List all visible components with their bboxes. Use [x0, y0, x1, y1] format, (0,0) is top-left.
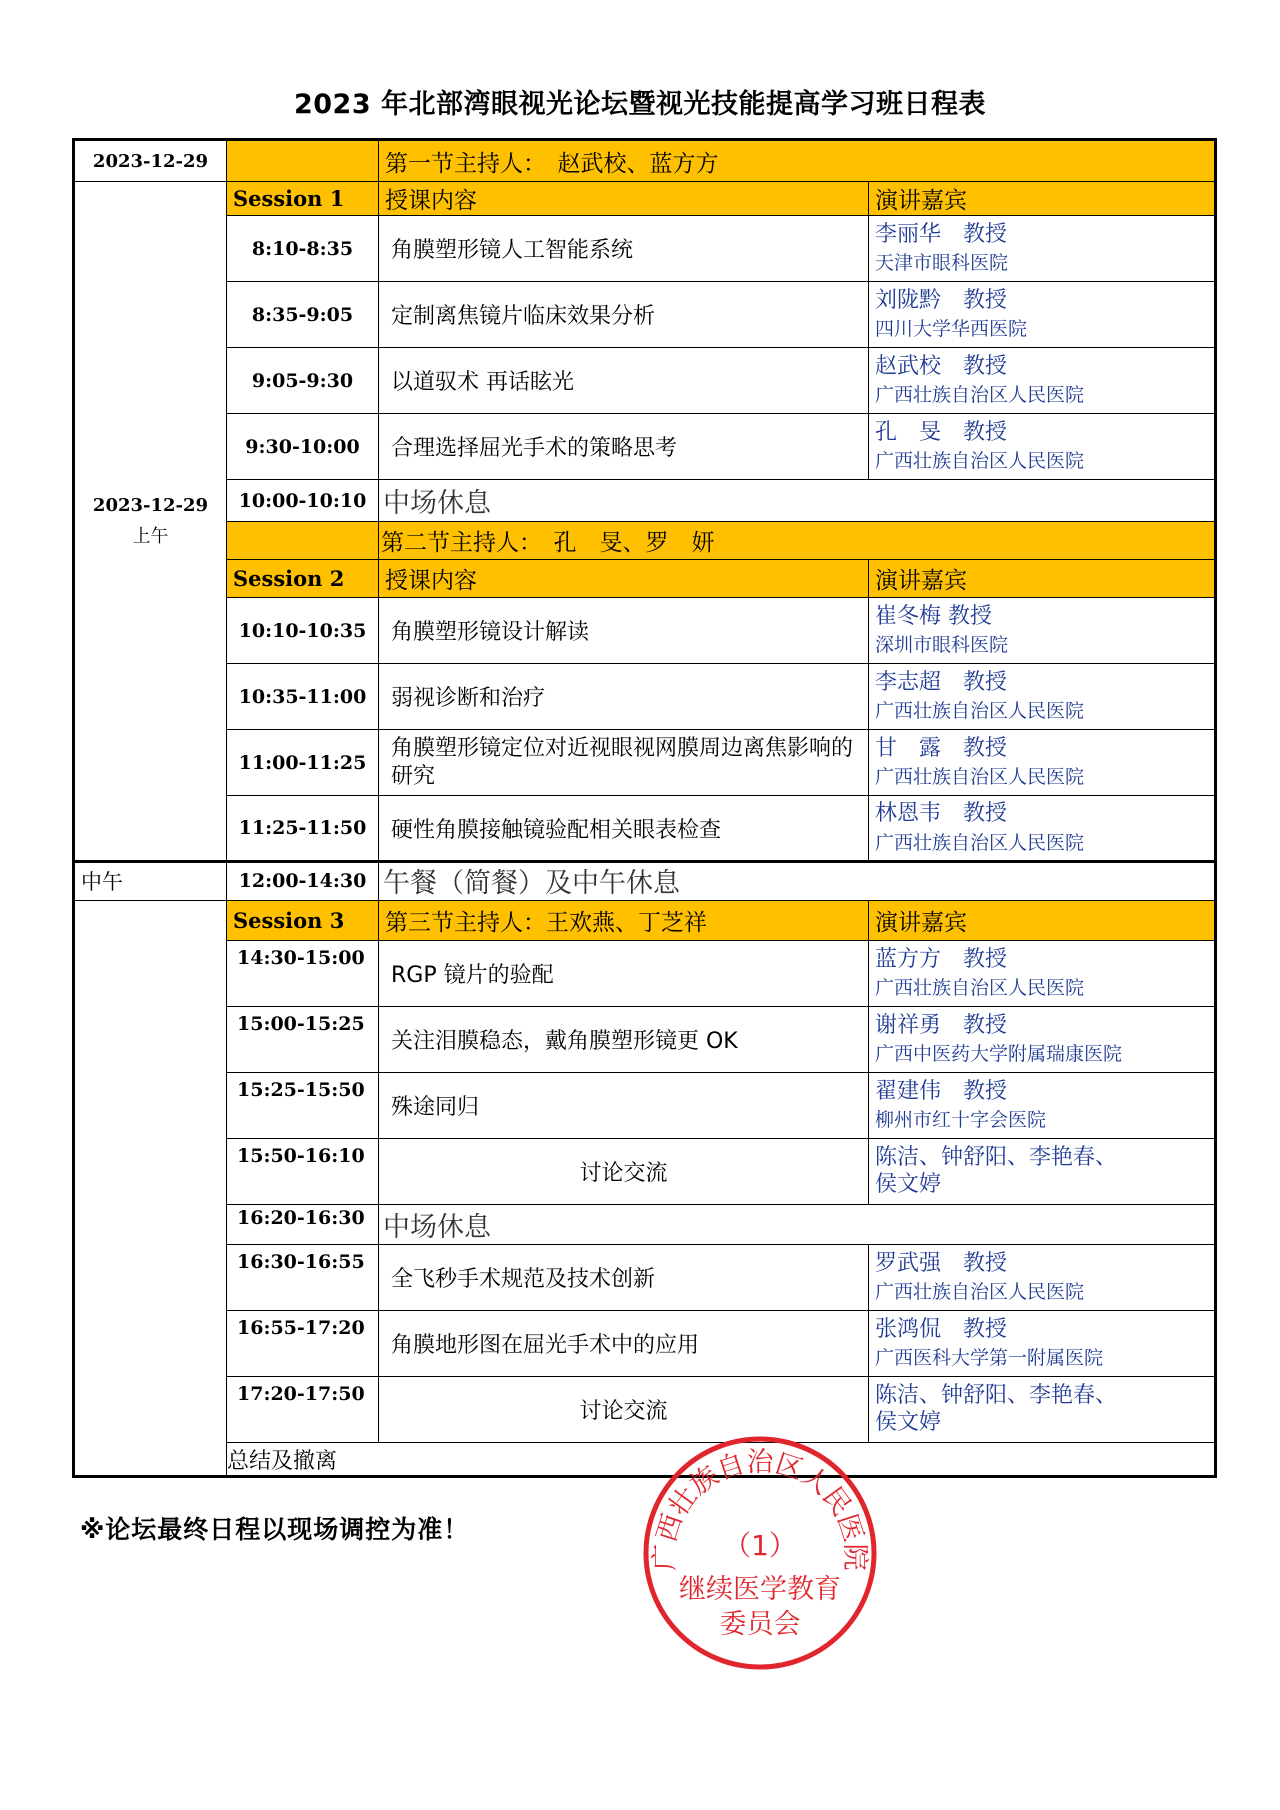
seal-line1: 继续医学教育 — [679, 1574, 841, 1605]
time-cell: 15:00-15:25 — [227, 1007, 379, 1073]
speaker-name: 赵武校 教授 — [875, 353, 1008, 379]
table-row — [74, 1007, 1216, 1073]
time-cell: 9:05-9:30 — [227, 348, 379, 414]
speaker-name: 李丽华 教授 — [875, 221, 1008, 247]
speaker-name: 孔 旻 教授 — [875, 419, 1008, 445]
closing-text: 总结及撤离 — [227, 1443, 1216, 1477]
session2-speaker-header: 演讲嘉宾 — [869, 560, 1216, 598]
break-time: 16:20-16:30 — [227, 1205, 379, 1245]
speaker-name: 蓝方方 教授 — [875, 946, 1008, 972]
table-row — [74, 1139, 1216, 1205]
header-blank — [227, 140, 379, 182]
speaker-hospital: 广西壮族自治区人民医院 — [875, 700, 1085, 723]
time-cell: 8:35-9:05 — [227, 282, 379, 348]
speaker-name-2: 侯文婷 — [875, 1171, 942, 1197]
table-row — [74, 216, 1216, 282]
morning-date: 2023-12-29 — [92, 494, 209, 516]
table-row — [74, 414, 1216, 480]
topic-cell: 关注泪膜稳态，戴角膜塑形镜更 OK — [379, 1007, 869, 1073]
afternoon-blank-cell — [74, 901, 227, 1477]
speaker-cell — [869, 664, 1216, 730]
table-row — [74, 282, 1216, 348]
break-text: 中场休息 — [379, 1205, 1216, 1245]
seal-line2: 委员会 — [719, 1609, 801, 1640]
speaker-cell — [869, 414, 1216, 480]
time-cell: 11:00-11:25 — [227, 730, 379, 796]
session2-host-row — [74, 522, 1216, 560]
host2-blank — [227, 522, 379, 560]
speaker-hospital: 广西壮族自治区人民医院 — [875, 977, 1085, 1000]
topic-cell: 弱视诊断和治疗 — [379, 664, 869, 730]
topic-cell: 讨论交流 — [379, 1377, 869, 1443]
session3-header-row — [74, 901, 1216, 941]
speaker-cell — [869, 348, 1216, 414]
table-row — [74, 1245, 1216, 1311]
speaker-name: 甘 露 教授 — [875, 735, 1008, 761]
hospital-seal — [640, 1433, 880, 1673]
session1-label: Session 1 — [227, 182, 379, 216]
speaker-name: 刘陇黔 教授 — [875, 287, 1008, 313]
table-row — [74, 664, 1216, 730]
seal-number: （1） — [723, 1529, 797, 1562]
table-row — [74, 1311, 1216, 1377]
session2-host: 第二节主持人： 孔 旻、罗 妍 — [379, 522, 1216, 560]
speaker-cell — [869, 1311, 1216, 1377]
speaker-cell — [869, 796, 1216, 862]
topic-cell: 角膜塑形镜定位对近视眼视网膜周边离焦影响的研究 — [379, 730, 869, 796]
noon-text: 午餐（简餐）及中午休息 — [379, 861, 1216, 901]
speaker-cell — [869, 1245, 1216, 1311]
break-row — [74, 480, 1216, 522]
topic-cell: 角膜塑形镜设计解读 — [379, 598, 869, 664]
speaker-name: 陈洁、钟舒阳、李艳春、 — [875, 1145, 1118, 1171]
morning-date-cell — [74, 182, 227, 862]
speaker-hospital: 广西壮族自治区人民医院 — [875, 831, 1085, 854]
time-cell: 11:25-11:50 — [227, 796, 379, 862]
time-cell: 10:10-10:35 — [227, 598, 379, 664]
session3-label: Session 3 — [227, 901, 379, 941]
header-row — [74, 140, 1216, 182]
session1-speaker-header: 演讲嘉宾 — [869, 182, 1216, 216]
page-title: 2023 年北部湾眼视光论坛暨视光技能提高学习班日程表 — [293, 89, 987, 120]
speaker-hospital: 柳州市红十字会医院 — [875, 1109, 1047, 1132]
speaker-hospital: 广西壮族自治区人民医院 — [875, 1281, 1085, 1304]
speaker-hospital: 广西壮族自治区人民医院 — [875, 766, 1085, 789]
table-row — [74, 348, 1216, 414]
session3-host: 第三节主持人：王欢燕、丁芝祥 — [379, 901, 869, 941]
table-row — [74, 598, 1216, 664]
topic-cell: 合理选择屈光手术的策略思考 — [379, 414, 869, 480]
topic-cell: 以道驭术 再话眩光 — [379, 348, 869, 414]
table-row — [74, 730, 1216, 796]
speaker-hospital: 广西医科大学第一附属医院 — [875, 1347, 1104, 1370]
speaker-cell — [869, 598, 1216, 664]
time-cell: 16:55-17:20 — [227, 1311, 379, 1377]
session1-header-row — [74, 182, 1216, 216]
noon-label: 中午 — [74, 861, 227, 901]
speaker-hospital: 深圳市眼科医院 — [875, 634, 1009, 657]
break-time: 10:00-10:10 — [227, 480, 379, 522]
speaker-name: 谢祥勇 教授 — [875, 1012, 1008, 1038]
topic-cell: 讨论交流 — [379, 1139, 869, 1205]
speaker-name: 陈洁、钟舒阳、李艳春、 — [875, 1383, 1118, 1409]
session2-label: Session 2 — [227, 560, 379, 598]
schedule-table — [72, 138, 1217, 863]
topic-cell: 全飞秒手术规范及技术创新 — [379, 1245, 869, 1311]
speaker-cell — [869, 216, 1216, 282]
seal-arc-text: 广西壮族自治区人民医院 — [649, 1447, 871, 1571]
time-cell: 9:30-10:00 — [227, 414, 379, 480]
speaker-cell — [869, 730, 1216, 796]
time-cell: 15:25-15:50 — [227, 1073, 379, 1139]
speaker-cell — [869, 282, 1216, 348]
table-row — [74, 796, 1216, 862]
table-row — [74, 1073, 1216, 1139]
speaker-hospital: 四川大学华西医院 — [875, 318, 1028, 341]
speaker-hospital: 广西壮族自治区人民医院 — [875, 450, 1085, 473]
speaker-cell — [869, 941, 1216, 1007]
speaker-name: 林恩韦 教授 — [875, 801, 1008, 827]
speaker-hospital: 天津市眼科医院 — [875, 252, 1009, 275]
session2-content-header: 授课内容 — [379, 560, 869, 598]
session2-header-row — [74, 560, 1216, 598]
break-row — [74, 1205, 1216, 1245]
header-date: 2023-12-29 — [74, 140, 227, 182]
speaker-name: 罗武强 教授 — [875, 1250, 1008, 1276]
speaker-cell — [869, 1139, 1216, 1205]
speaker-hospital: 广西中医药大学附属瑞康医院 — [875, 1043, 1123, 1066]
session1-content-header: 授课内容 — [379, 182, 869, 216]
time-cell: 16:30-16:55 — [227, 1245, 379, 1311]
time-cell: 14:30-15:00 — [227, 941, 379, 1007]
topic-cell: 硬性角膜接触镜验配相关眼表检查 — [379, 796, 869, 862]
table-row — [74, 941, 1216, 1007]
session3-speaker-header: 演讲嘉宾 — [869, 901, 1216, 941]
time-cell: 8:10-8:35 — [227, 216, 379, 282]
morning-period: 上午 — [132, 525, 169, 547]
topic-cell: 角膜塑形镜人工智能系统 — [379, 216, 869, 282]
schedule-table-afternoon — [72, 860, 1217, 1478]
speaker-name: 崔冬梅 教授 — [875, 603, 992, 629]
session1-host: 第一节主持人： 赵武校、蓝方方 — [379, 140, 1216, 182]
speaker-name: 张鸿侃 教授 — [875, 1316, 1008, 1342]
speaker-cell — [869, 1377, 1216, 1443]
time-cell: 10:35-11:00 — [227, 664, 379, 730]
speaker-name: 李志超 教授 — [875, 669, 1008, 695]
speaker-cell — [869, 1007, 1216, 1073]
time-cell: 15:50-16:10 — [227, 1139, 379, 1205]
time-cell: 17:20-17:50 — [227, 1377, 379, 1443]
break-text: 中场休息 — [379, 480, 1216, 522]
topic-cell: 角膜地形图在屈光手术中的应用 — [379, 1311, 869, 1377]
speaker-cell — [869, 1073, 1216, 1139]
speaker-hospital: 广西壮族自治区人民医院 — [875, 384, 1085, 407]
topic-cell: 定制离焦镜片临床效果分析 — [379, 282, 869, 348]
topic-cell: 殊途同归 — [379, 1073, 869, 1139]
footer-note: ※论坛最终日程以现场调控为准！ — [80, 1515, 470, 1544]
speaker-name-2: 侯文婷 — [875, 1409, 942, 1435]
noon-time: 12:00-14:30 — [227, 861, 379, 901]
noon-row — [74, 861, 1216, 901]
speaker-name: 翟建伟 教授 — [875, 1078, 1008, 1104]
topic-cell: RGP 镜片的验配 — [379, 941, 869, 1007]
